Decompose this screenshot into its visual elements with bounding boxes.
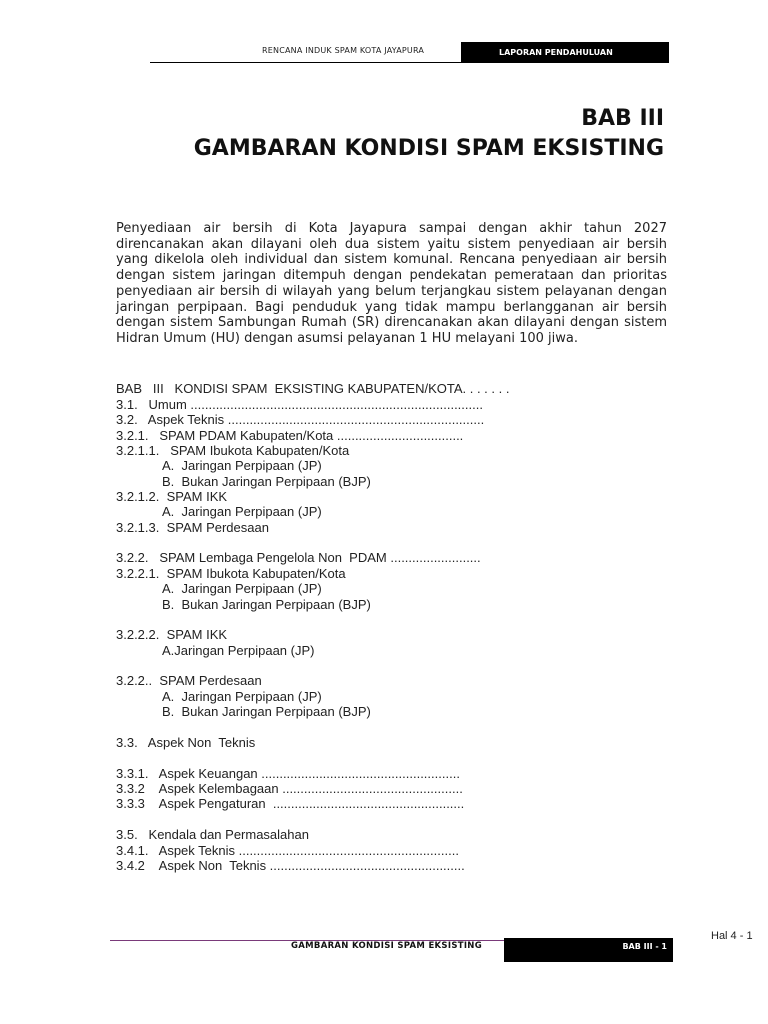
chapter-title: GAMBARAN KONDISI SPAM EKSISTING bbox=[193, 136, 664, 161]
toc-subentry: B. Bukan Jaringan Perpipaan (BJP) bbox=[162, 474, 371, 489]
toc-entry: 3.2.2.1. SPAM Ibukota Kabupaten/Kota bbox=[116, 566, 346, 581]
toc-entry: 3.4.2 Aspek Non Teknis ...................................................... bbox=[116, 858, 465, 873]
footer-chapter-title: GAMBARAN KONDISI SPAM EKSISTING bbox=[291, 941, 482, 951]
toc-entry: 3.3.2 Aspek Kelembagaan .................................................. bbox=[116, 781, 463, 796]
toc-entry: 3.2.1. SPAM PDAM Kabupaten/Kota ................................... bbox=[116, 428, 464, 443]
toc-entry: 3.3.1. Aspek Keuangan ....................................................... bbox=[116, 766, 460, 781]
toc-entry: 3.2.2.2. SPAM IKK bbox=[116, 627, 228, 642]
toc-entry: 3.2.2. SPAM Lembaga Pengelola Non PDAM ......................... bbox=[116, 550, 481, 565]
toc-subentry: A. Jaringan Perpipaan (JP) bbox=[162, 689, 322, 704]
intro-paragraph: Penyediaan air bersih di Kota Jayapura sampai dengan akhir tahun 2027 direncanakan akan dilayani oleh dua sistem yaitu sistem penyediaan air bersih yang dikelola oleh individual dan sistem komunal. Rencana penyediaan air bersih dengan sistem jaringan ditempuh dengan pendekatan pemerataan dan prioritas penyediaan air bersih di wilayah yang belum terjangkau sistem pelayanan dengan jaringan perpipaan. Bagi penduduk yang tidak mampu berlangganan air bersih dengan sistem Sambungan Rumah (SR) direncanakan akan dilayani dengan sistem Hidran Umum (HU) dengan asumsi pelayanan 1 HU melayani 100 jiwa. bbox=[116, 221, 667, 346]
toc-subentry: B. Bukan Jaringan Perpipaan (BJP) bbox=[162, 704, 371, 719]
header-rule bbox=[150, 62, 462, 63]
toc-entry: 3.3. Aspek Non Teknis bbox=[116, 735, 256, 750]
toc-entry: 3.2.1.3. SPAM Perdesaan bbox=[116, 520, 269, 535]
toc-entry: 3.2. Aspek Teknis ....................................................................... bbox=[116, 412, 485, 427]
toc-subentry: A. Jaringan Perpipaan (JP) bbox=[162, 581, 322, 596]
page-number: Hal 4 - 1 bbox=[711, 930, 753, 942]
toc-subentry: A. Jaringan Perpipaan (JP) bbox=[162, 458, 322, 473]
toc-entry: 3.5. Kendala dan Permasalahan bbox=[116, 827, 309, 842]
toc-entry: 3.2.2.. SPAM Perdesaan bbox=[116, 673, 262, 688]
toc-entry: 3.2.1.2. SPAM IKK bbox=[116, 489, 228, 504]
toc-subentry: A. Jaringan Perpipaan (JP) bbox=[162, 504, 322, 519]
toc-entry: 3.3.3 Aspek Pengaturan ..................................................... bbox=[116, 796, 465, 811]
header-report-type-badge: LAPORAN PENDAHULUAN bbox=[461, 42, 669, 63]
toc-entry: BAB III KONDISI SPAM EKSISTING KABUPATEN/KOTA. . . . . . . bbox=[116, 381, 510, 396]
toc-subentry: A.Jaringan Perpipaan (JP) bbox=[162, 643, 315, 658]
toc-entry: 3.2.1.1. SPAM Ibukota Kabupaten/Kota bbox=[116, 443, 350, 458]
footer-chapter-badge: BAB III - 1 bbox=[504, 938, 673, 962]
chapter-number: BAB III bbox=[581, 106, 664, 131]
toc-subentry: B. Bukan Jaringan Perpipaan (BJP) bbox=[162, 597, 371, 612]
toc-entry: 3.4.1. Aspek Teknis ............................................................. bbox=[116, 843, 459, 858]
toc-entry: 3.1. Umum ................................................................................. bbox=[116, 397, 483, 412]
header-document-title: RENCANA INDUK SPAM KOTA JAYAPURA bbox=[262, 46, 425, 55]
